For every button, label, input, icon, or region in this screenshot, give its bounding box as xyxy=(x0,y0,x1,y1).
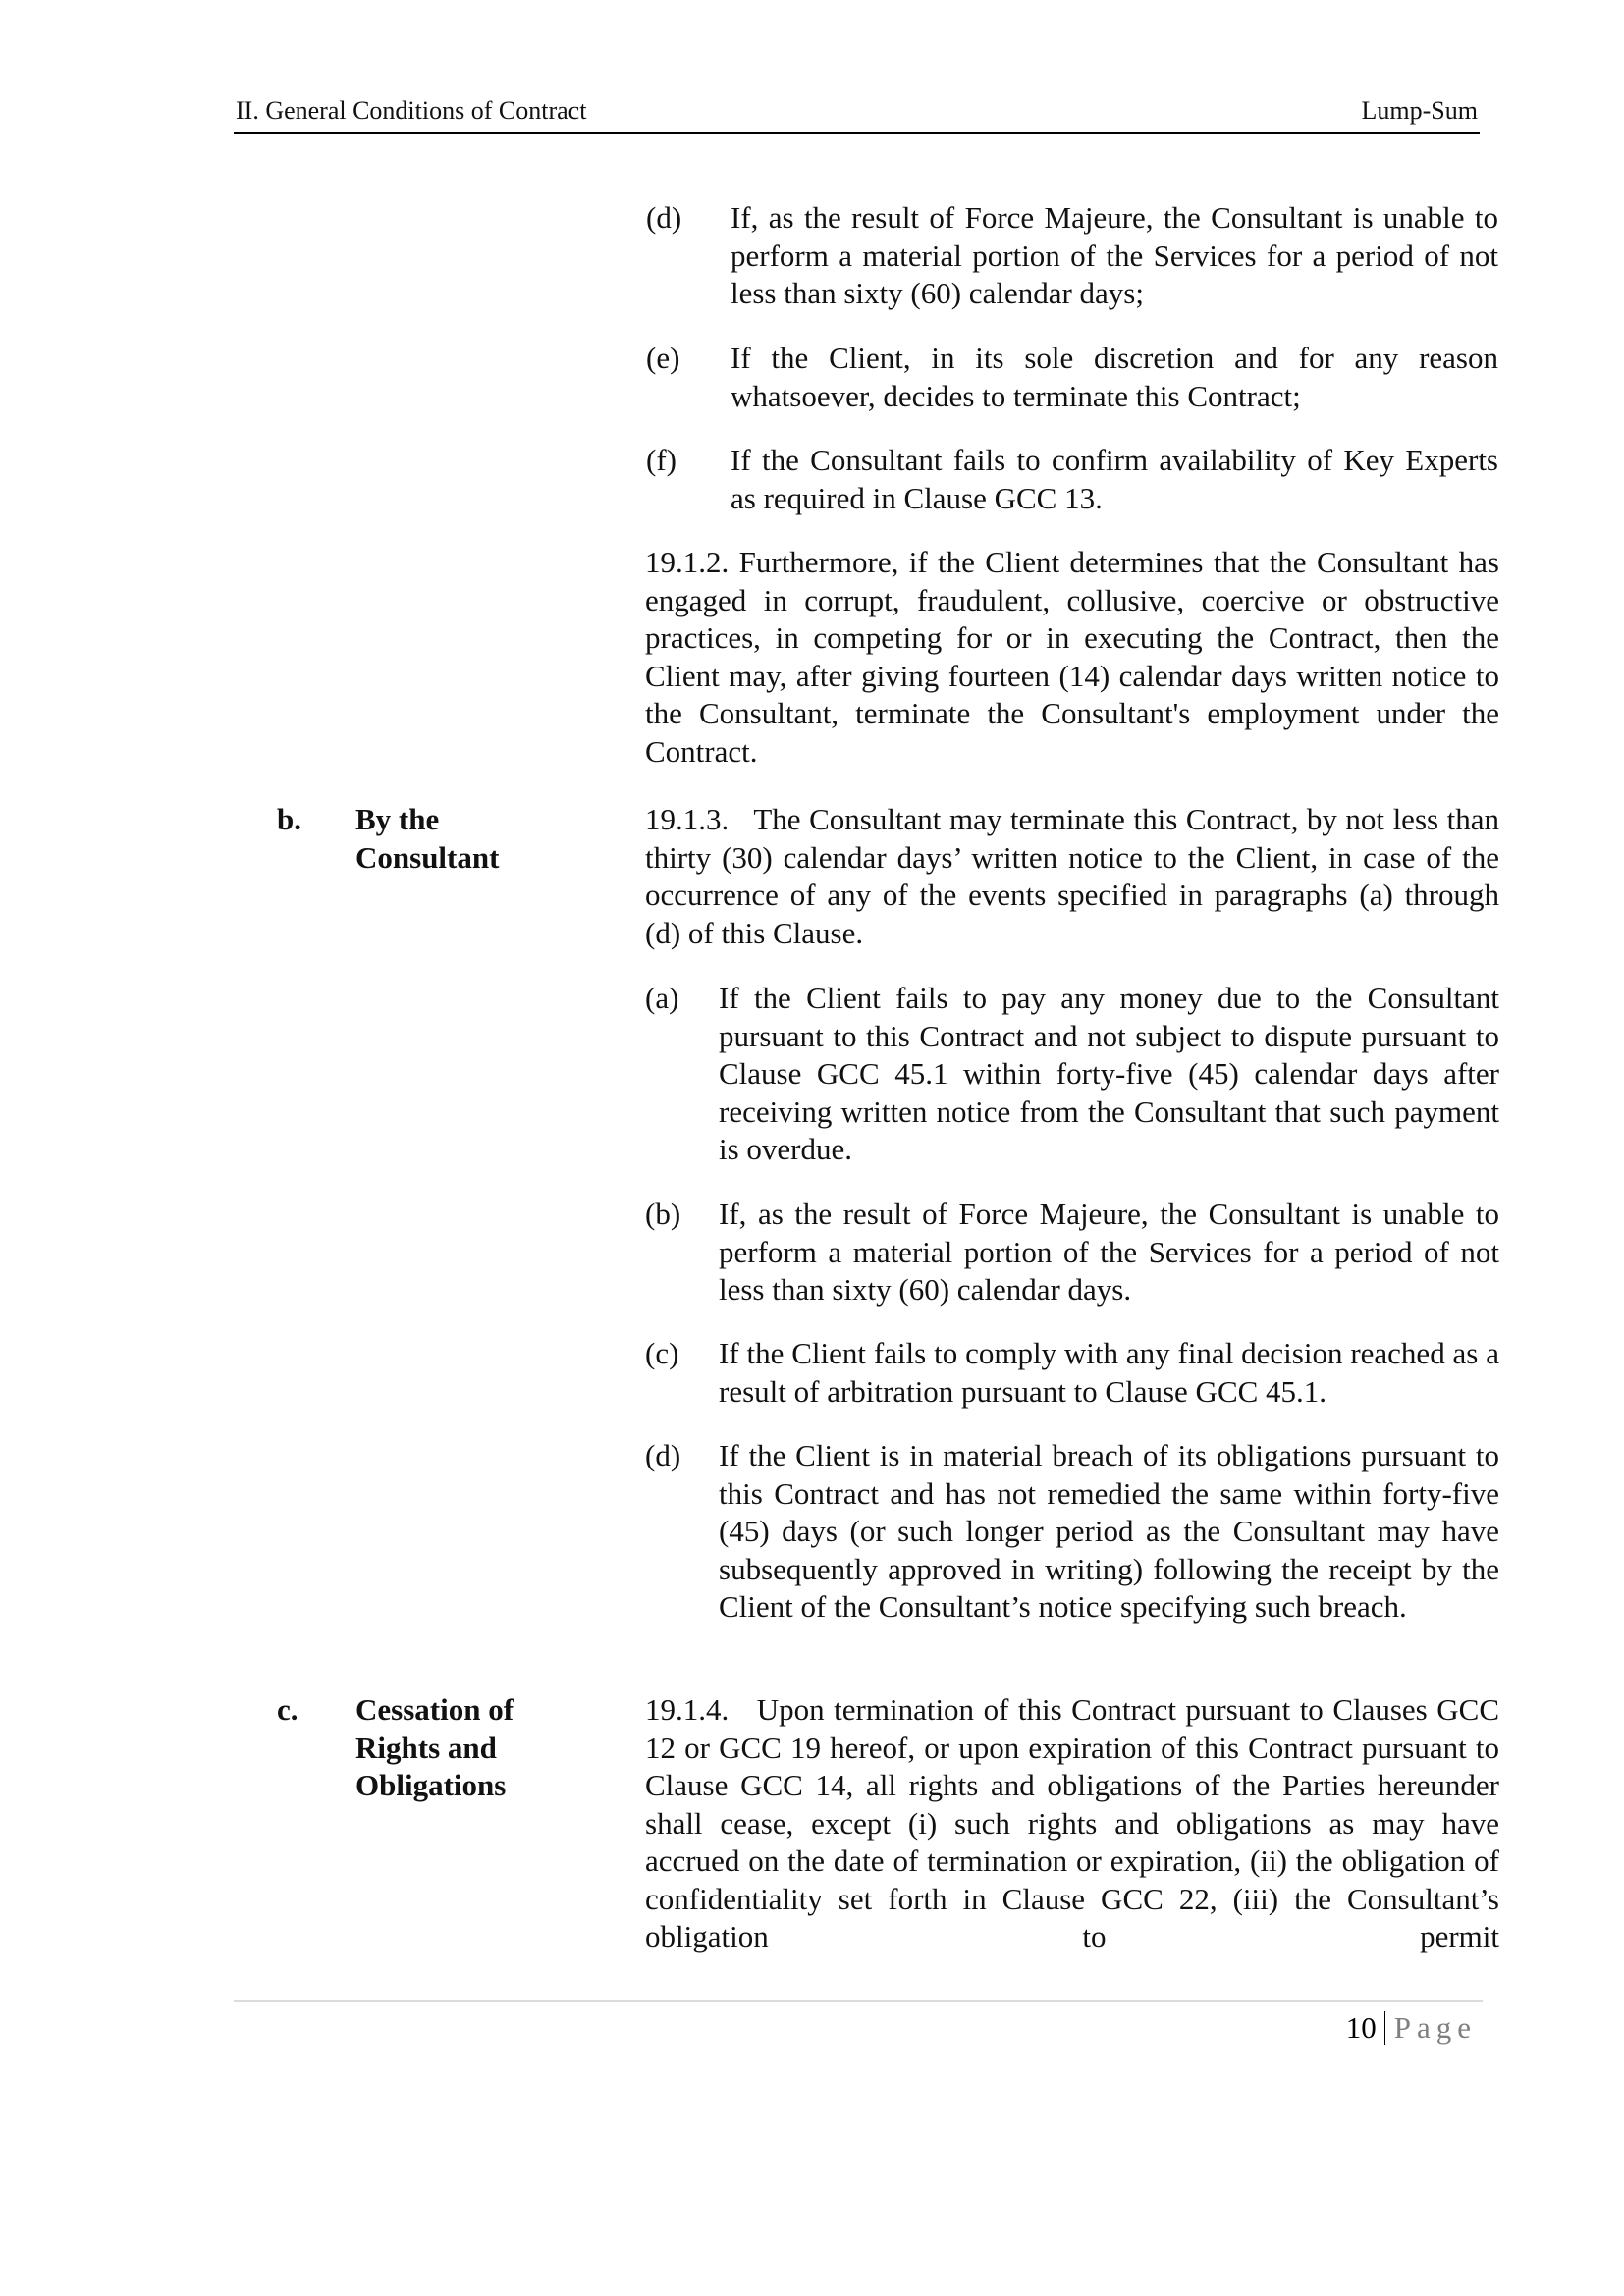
item-label: (f) xyxy=(646,443,677,477)
list-item-consultant-c xyxy=(645,1335,1499,1412)
footer-rule xyxy=(234,2000,1483,2002)
item-label: (a) xyxy=(645,981,679,1015)
header-rule xyxy=(234,132,1480,134)
clause-19-1-2: 19.1.2. Furthermore, if the Client determines that the Consultant has engaged in corrupt, fraudulent, collusive, coercive or obstructive practices, in competing for or in executing the Contract, then the Client may, after giving fourteen (14) calendar days written notice to the Consultant, terminate the Consultant's employment under the Contract. xyxy=(645,545,1499,769)
footer-separator xyxy=(1384,2011,1385,2045)
item-label: (d) xyxy=(645,1438,681,1472)
list-item-consultant-a xyxy=(645,980,1499,1170)
header-contract-type: Lump-Sum xyxy=(1361,96,1478,125)
list-item-client-d xyxy=(646,199,1500,313)
item-text: If the Client, in its sole discretion and for any reason whatsoever, decides to terminate this Contract; xyxy=(731,341,1498,413)
item-text: If the Client is in material breach of its obligations pursuant to this Contract and has not remedied the same within forty-five (45) days (or such longer period as the Consultant may have subsequently approved in writing) following the receipt by the Client of the Consultant’s notice specifying such breach. xyxy=(719,1438,1499,1624)
list-item-client-e xyxy=(646,340,1500,416)
section-title-line: Cessation of xyxy=(355,1692,514,1727)
section-title-line: Obligations xyxy=(355,1768,507,1802)
section-letter: b. xyxy=(277,802,301,836)
item-label: (c) xyxy=(645,1336,679,1370)
item-text: If the Consultant fails to confirm availability of Key Experts as required in Clause GCC 13. xyxy=(731,443,1498,515)
header-section-title: II. General Conditions of Contract xyxy=(236,96,587,125)
section-title-line: By the xyxy=(355,802,440,836)
clause-19-1-3: 19.1.3. The Consultant may terminate this Contract, by not less than thirty (30) calendar days’ written notice to the Client, in case of the occurrence of any of the events specified in paragraphs (a) through (d) of this Clause. xyxy=(645,802,1507,950)
item-label: (e) xyxy=(646,341,680,375)
clause-19-1-4: 19.1.4. Upon termination of this Contract pursuant to Clauses GCC 12 or GCC 19 hereof, or upon expiration of this Contract pursuant to Clause GCC 14, all rights and obligations of the Parties hereunder shall cease, except (i) such rights and obligations as may have accrued on the date of termination or expiration, (ii) the obligation of confidentiality set forth in Clause GCC 22, (iii) the Consultant’s obligation to permit xyxy=(645,1692,1507,1953)
item-text: If the Client fails to comply with any final decision reached as a result of arbitration pursuant to Clause GCC 45.1. xyxy=(719,1336,1499,1409)
list-item-client-f xyxy=(646,442,1500,518)
item-text: If the Client fails to pay any money due to the Consultant pursuant to this Contract and not subject to dispute pursuant to Clause GCC 45.1 within forty-five (45) calendar days after receiving written notice from the Consultant that such payment is overdue. xyxy=(719,981,1499,1166)
list-item-consultant-d xyxy=(645,1437,1499,1665)
page-label: Page xyxy=(1393,2010,1477,2045)
section-title-line: Consultant xyxy=(355,839,500,875)
section-letter: c. xyxy=(277,1692,298,1727)
item-text: If, as the result of Force Majeure, the Consultant is unable to perform a material portion of the Services for a period of not less than sixty (60) calendar days; xyxy=(731,200,1498,310)
item-text: If, as the result of Force Majeure, the Consultant is unable to perform a material portion of the Services for a period of not less than sixty (60) calendar days. xyxy=(719,1197,1499,1307)
list-item-consultant-b xyxy=(645,1196,1499,1309)
item-label: (d) xyxy=(646,200,682,235)
page-number: 10 xyxy=(1345,2010,1377,2045)
section-title-line: Rights and xyxy=(355,1730,497,1765)
page-footer xyxy=(1346,2010,1477,2046)
item-label: (b) xyxy=(645,1197,681,1231)
